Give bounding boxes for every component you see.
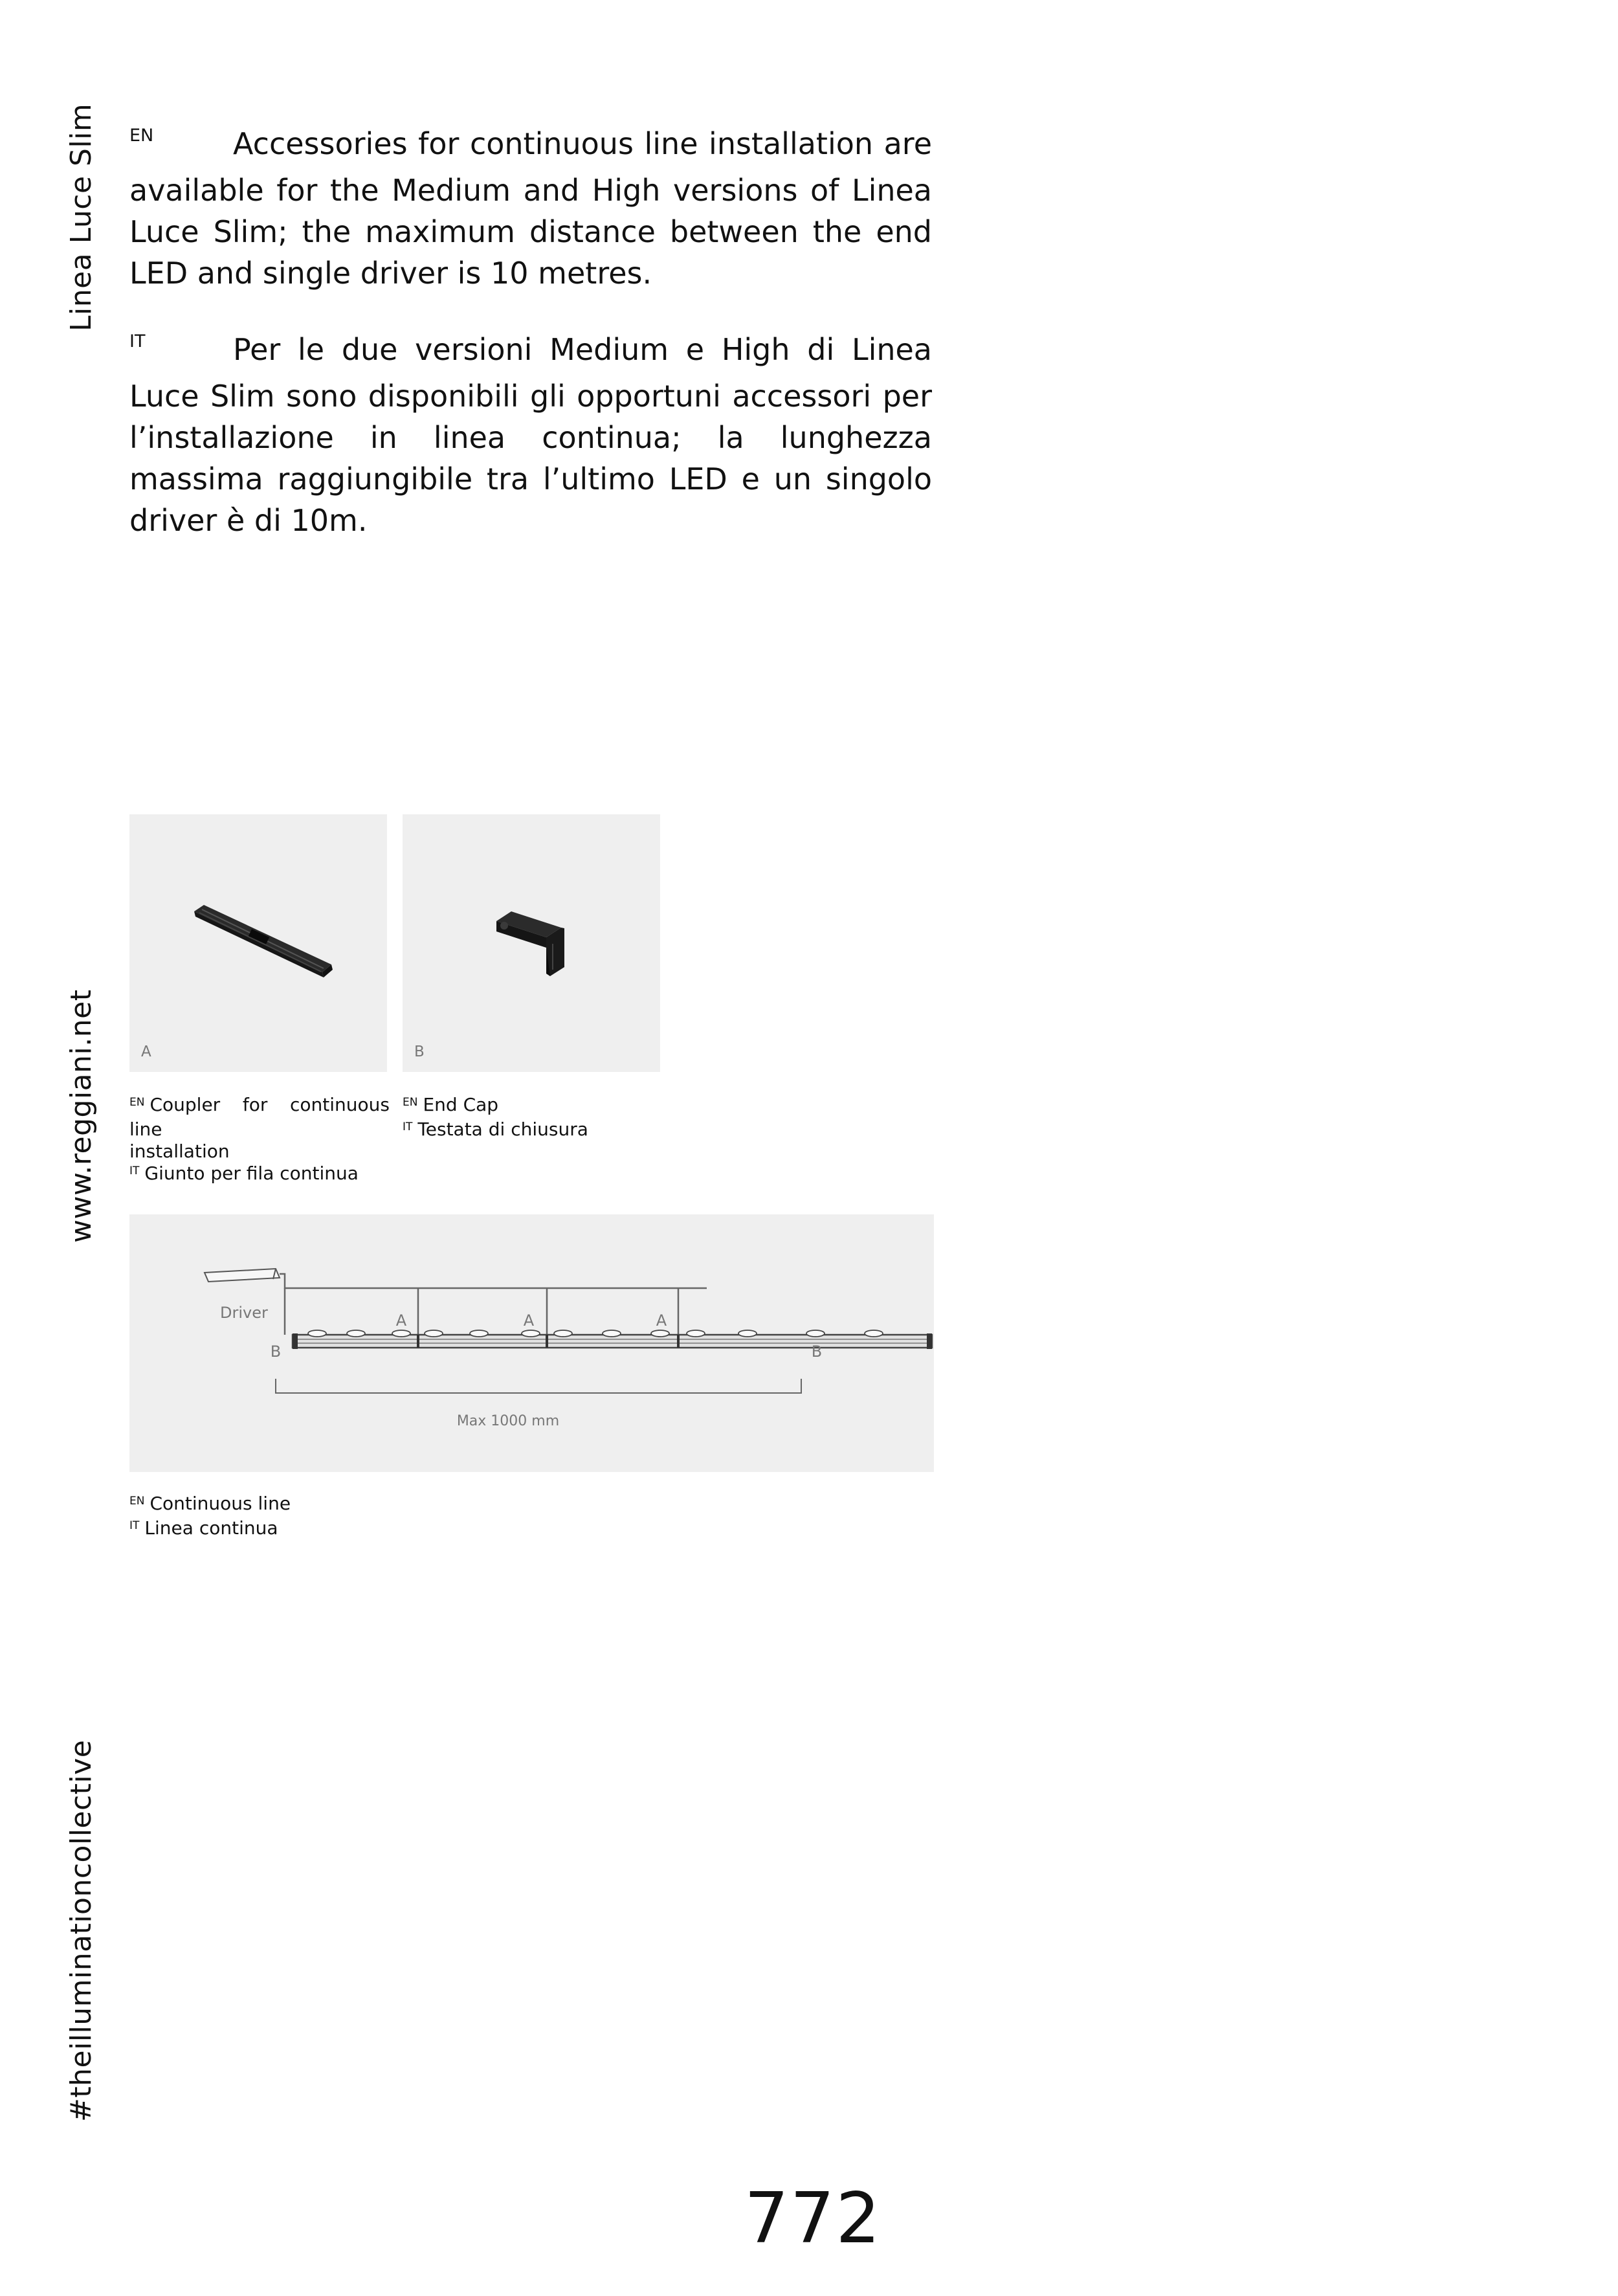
max-length-label: Max 1000 mm bbox=[456, 1413, 560, 1429]
sidebar-hashtag: #theilluminationcollective bbox=[65, 1739, 98, 2122]
sidebar-product-name: Linea Luce Slim bbox=[65, 103, 98, 331]
driver-box bbox=[205, 1269, 280, 1282]
caption-end-cap-en-label: End Cap bbox=[423, 1094, 499, 1115]
caption-coupler-en-tag: EN bbox=[129, 1096, 145, 1109]
intro-it-text: Per le due versioni Medium e High di Linea Luce Slim sono disponibili gli opportuni accessori per l’installazione in linea continua; la lunghezza massima raggiungibile tra l’ultimo LED e un singolo driver è di 10m. bbox=[129, 332, 932, 538]
endcap-label-right: B bbox=[811, 1343, 823, 1361]
caption-line-it-label: Linea continua bbox=[144, 1517, 278, 1539]
caption-coupler-it-tag: IT bbox=[129, 1165, 140, 1177]
accessory-card-coupler bbox=[129, 814, 387, 1072]
card-letter-b: B bbox=[414, 1043, 425, 1060]
caption-line-it-tag: IT bbox=[129, 1519, 140, 1532]
page-number: 772 bbox=[744, 2178, 882, 2259]
continuous-line-drawing bbox=[129, 1214, 934, 1472]
caption-end-cap bbox=[403, 1094, 660, 1143]
endcap-label-left: B bbox=[270, 1343, 282, 1361]
caption-end-cap-it-tag: IT bbox=[403, 1120, 413, 1133]
intro-en-text: Accessories for continuous line installation are available for the Medium and High versions of Linea Luce Slim; the maximum distance between the end LED and single driver is 10 metres. bbox=[129, 126, 932, 291]
intro-en-lang-tag: EN bbox=[129, 126, 154, 146]
caption-end-cap-it-label: Testata di chiusura bbox=[417, 1119, 588, 1140]
caption-coupler-it-label: Giunto per fila continua bbox=[144, 1163, 359, 1184]
sidebar-website[interactable]: www.reggiani.net bbox=[65, 989, 98, 1243]
coupler-label-3: A bbox=[656, 1311, 667, 1330]
coupler-product-image bbox=[129, 814, 387, 1072]
coupler-label-1: A bbox=[395, 1311, 407, 1330]
dimension-line bbox=[276, 1379, 801, 1393]
intro-it-lang-tag: IT bbox=[129, 331, 146, 351]
caption-line-en-label: Continuous line bbox=[150, 1493, 291, 1514]
caption-coupler bbox=[129, 1094, 390, 1187]
caption-line-en-tag: EN bbox=[129, 1495, 145, 1508]
caption-coupler-en-line1: Coupler for continuous line bbox=[129, 1094, 390, 1140]
accessory-card-end-cap bbox=[403, 814, 660, 1072]
intro-it-paragraph bbox=[129, 329, 932, 541]
caption-continuous-line bbox=[129, 1493, 518, 1542]
caption-end-cap-en-tag: EN bbox=[403, 1096, 418, 1109]
intro-en-paragraph bbox=[129, 123, 932, 294]
end-cap-product-image bbox=[403, 814, 660, 1072]
driver-label: Driver bbox=[220, 1304, 268, 1322]
continuous-line-diagram bbox=[129, 1214, 934, 1472]
caption-coupler-en-line2: installation bbox=[129, 1141, 230, 1162]
coupler-label-2: A bbox=[523, 1311, 535, 1330]
card-letter-a: A bbox=[141, 1043, 151, 1060]
